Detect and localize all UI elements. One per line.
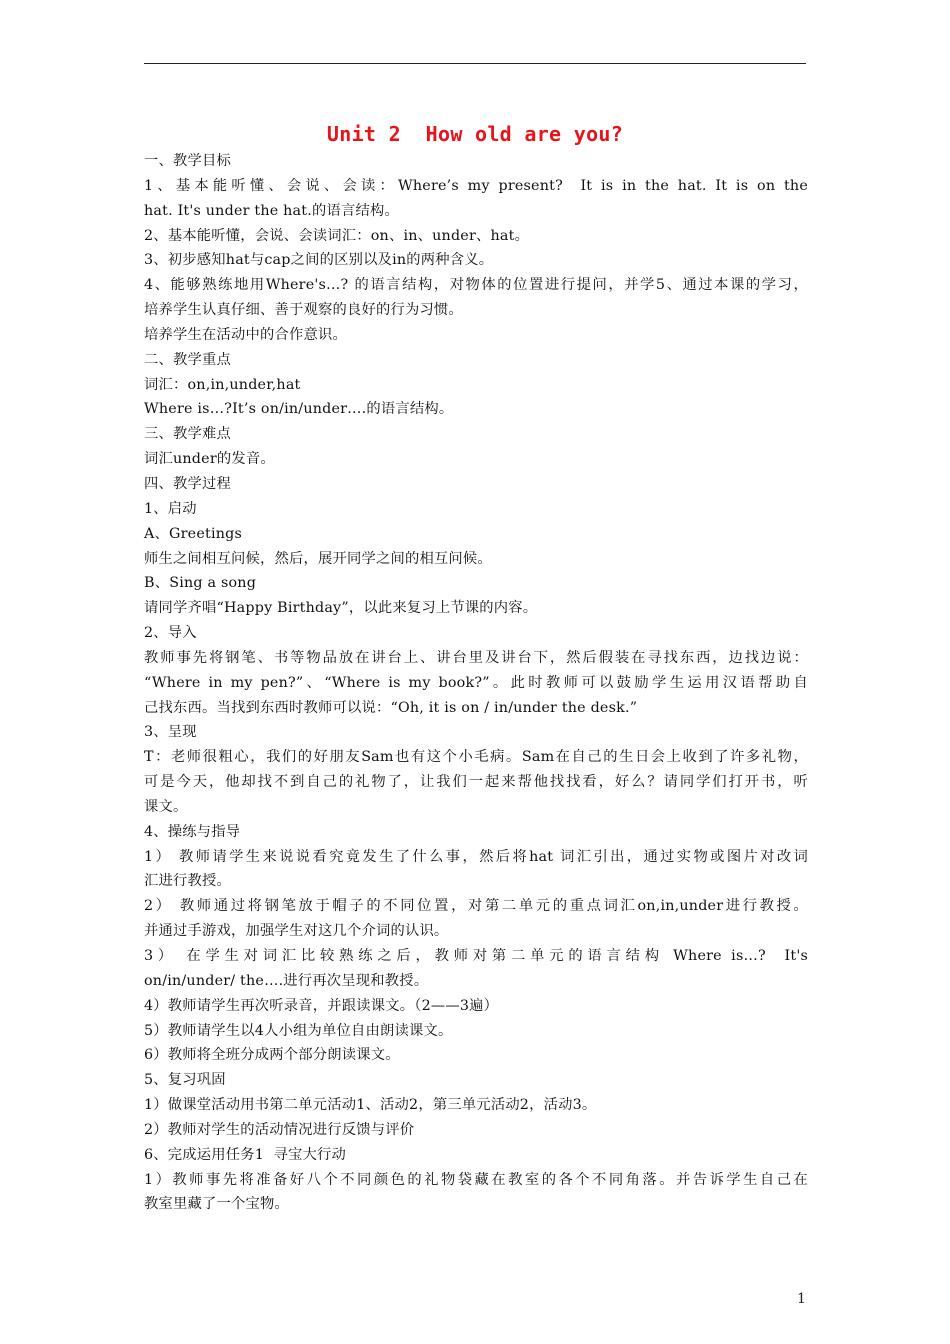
text-line: B、Sing a song xyxy=(144,575,257,592)
text-line: 4、能够熟练地用Where's…? 的语言结构，对物体的位置进行提问，并学5、通过本课的学习， xyxy=(144,277,808,294)
text-line: 3、初步感知hat与cap之间的区别以及in的两种含义。 xyxy=(144,252,494,269)
text-line: 5、复习巩固 xyxy=(144,1072,226,1089)
text-line: 课文。 xyxy=(144,798,188,815)
text-line: Where is…?It’s on/in/under….的语言结构。 xyxy=(144,401,454,418)
text-line: 培养学生认真仔细、善于观察的良好的行为习惯。 xyxy=(144,302,463,319)
text-line: 1） 教师请学生来说说看究竟发生了什么事，然后将hat 词汇引出，通过实物或图片对改词 xyxy=(144,848,808,865)
text-line: 四、教学过程 xyxy=(144,475,231,492)
text-line: 教师事先将钢笔、书等物品放在讲台上、讲台里及讲台下，然后假装在寻找东西，边找边说： xyxy=(144,649,808,666)
text-line: 可是今天，他却找不到自己的礼物了，让我们一起来帮他找找看，好么？请同学们打开书，听 xyxy=(144,774,808,791)
text-line: 请同学齐唱“Happy Birthday”，以此来复习上节课的内容。 xyxy=(144,600,538,617)
text-line: 培养学生在活动中的合作意识。 xyxy=(144,326,347,343)
text-line: T：老师很粗心，我们的好朋友Sam也有这个小毛病。Sam在自己的生日会上收到了许多礼物， xyxy=(144,749,808,766)
text-line: 1）教师事先将准备好八个不同颜色的礼物袋藏在教室的各个不同角落。并告诉学生自己在 xyxy=(144,1171,808,1188)
header-rule xyxy=(144,63,806,64)
text-line: 3） 在学生对词汇比较熟练之后，教师对第二单元的语言结构 Where is…? It's xyxy=(144,948,808,964)
text-line: hat. It's under the hat.的语言结构。 xyxy=(144,202,399,219)
text-line: 汇进行教授。 xyxy=(144,873,231,890)
text-line: 4、操练与指导 xyxy=(144,823,241,840)
text-line: 词汇：on,in,under,hat xyxy=(144,376,301,393)
text-line: 三、教学难点 xyxy=(144,426,231,443)
text-line: 3、呈现 xyxy=(144,724,197,741)
body-text xyxy=(144,149,808,1217)
text-line: 5）教师请学生以4人小组为单位自由朗读课文。 xyxy=(144,1022,453,1039)
text-line: 6）教师将全班分成两个部分朗读课文。 xyxy=(144,1047,400,1064)
text-line: 并通过手游戏，加强学生对这几个介词的认识。 xyxy=(144,923,449,940)
text-line: 1、基本能听懂、会说、会读：Where’s my present? It is in the hat. It is on the xyxy=(144,177,808,194)
text-line: 2、导入 xyxy=(144,625,197,642)
page-number: 1 xyxy=(797,1291,806,1307)
text-line: 2） 教师通过将钢笔放于帽子的不同位置，对第二单元的重点词汇on,in,under进行教授。 xyxy=(144,898,808,915)
text-line: A、Greetings xyxy=(144,525,243,542)
text-line: 2）教师对学生的活动情况进行反馈与评价 xyxy=(144,1121,415,1138)
text-line: 1）做课堂活动用书第二单元活动1、活动2，第三单元活动2，活动3。 xyxy=(144,1097,597,1114)
text-line: 二、教学重点 xyxy=(144,351,231,368)
page-title: Unit 2 How old are you? xyxy=(326,122,624,146)
text-line: on/in/under/ the….进行再次呈现和教授。 xyxy=(144,972,429,989)
text-line: 1、启动 xyxy=(144,500,197,517)
text-line: 4）教师请学生再次听录音，并跟读课文。（2——3遍） xyxy=(144,997,499,1014)
text-line: 6、完成运用任务1 寻宝大行动 xyxy=(144,1146,347,1163)
text-line: 教室里藏了一个宝物。 xyxy=(144,1196,289,1213)
text-line: 词汇under的发音。 xyxy=(144,451,275,468)
text-line: 己找东西。当找到东西时教师可以说：“Oh, it is on / in/under the desk.” xyxy=(144,699,638,716)
text-line: 师生之间相互问候，然后，展开同学之间的相互问候。 xyxy=(144,550,492,567)
text-line: 一、教学目标 xyxy=(144,153,231,169)
text-line: 2、基本能听懂，会说、会读词汇：on、in、under、hat。 xyxy=(144,227,530,244)
text-line: “Where in my pen?”、“Where is my book?”。此时教师可以鼓励学生运用汉语帮助自 xyxy=(144,674,808,691)
